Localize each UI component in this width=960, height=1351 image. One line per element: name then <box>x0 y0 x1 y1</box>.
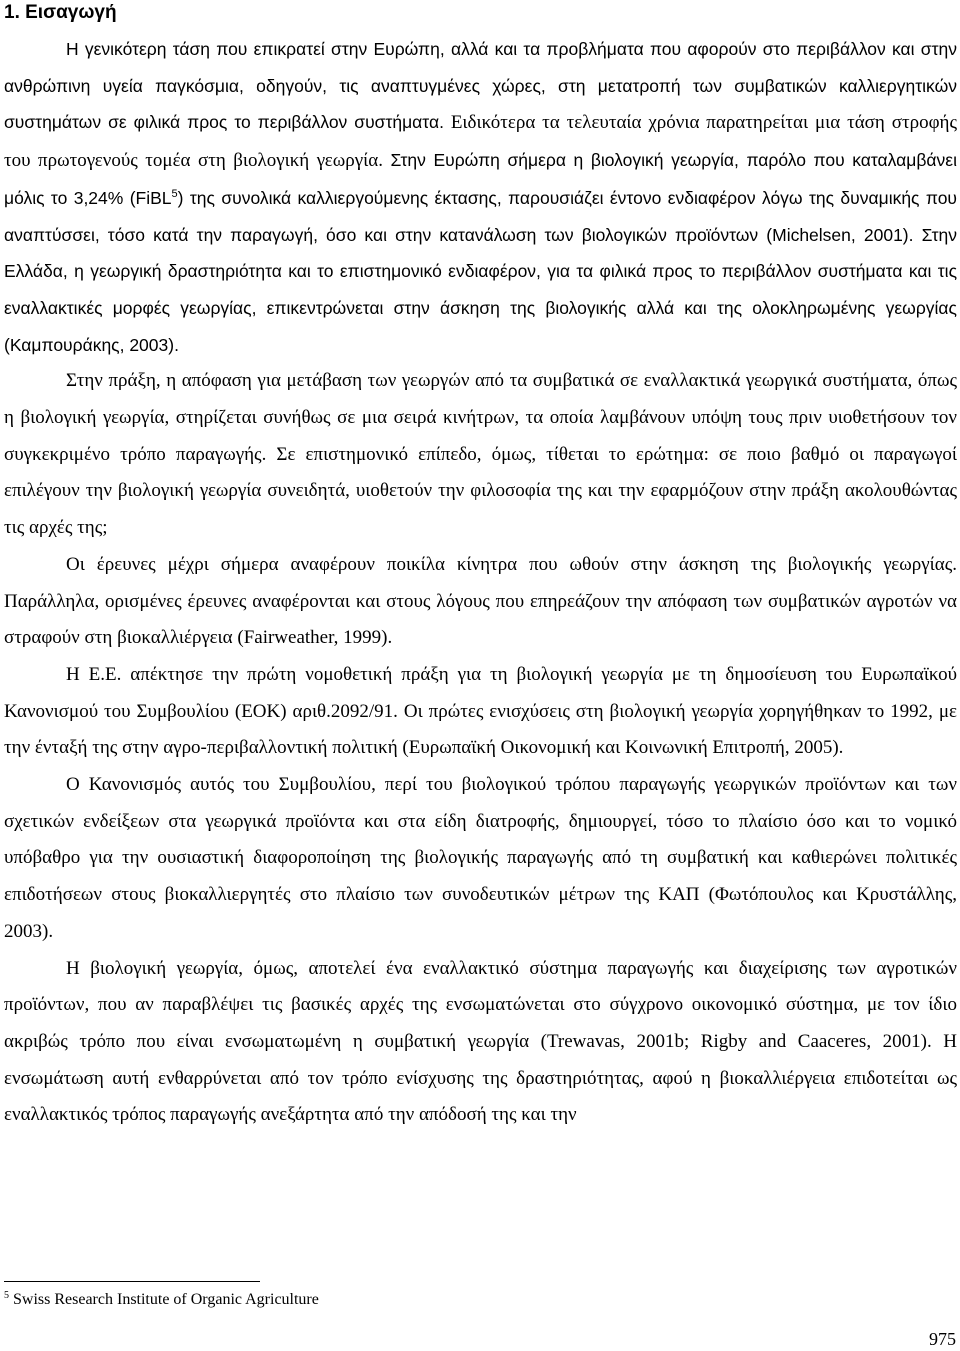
paragraph <box>4 31 957 363</box>
sentence: Στην Ελλάδα, η γεωργική δραστηριότητα και το επιστημονικό ενδιαφέρον, για τα φιλικά προς το περιβάλλον συστήματα και τις εναλλακτικές μορφές γεωργίας, επικεντρώνεται στην άσκηση της βιολογικής αλλά και της ολοκληρωμένης γεωργίας (Καμπουράκης, 2003). <box>4 224 957 355</box>
section-heading: 1. Εισαγωγή <box>4 2 117 23</box>
sentence: Η βιολογική γεωργία, όμως, αποτελεί ένα εναλλακτικό σύστημα παραγωγής και διαχείρισης των αγροτικών προϊόντων, που αν παραβλέψει τις βασικές αρχές της ενσωματώνεται στο σύγχρονο οικονομικό σύστημα, με τον ίδιο ακριβώς τρόπο που είναι ενσωματωμένη η συμβατική γεωργία (Trewavas, 2001b; Rigby and Caaceres, 2001). <box>4 957 957 1052</box>
footnote-reference: 5 <box>171 187 178 200</box>
page-number: 975 <box>929 1329 956 1349</box>
paragraph <box>4 951 957 1135</box>
paragraph <box>4 657 957 767</box>
sentence: Η γενικότερη τάση που επικρατεί στην Ευρώπη, αλλά και τα προβλήματα που αφορούν στο περιβάλλον και στην ανθρώπινη υγεία παγκόσμια, οδηγούν, τις αναπτυγμένες χώρες, στη μετατροπή των συμβατικών καλλιεργητικών συστημάτων σε φιλικά προς το περιβάλλον συστήματα. <box>4 39 957 133</box>
footnote-number: 5 <box>4 1290 9 1301</box>
sentence: Στην πράξη, η απόφαση για μετάβαση των γεωργών από τα συμβατικά σε εναλλακτικά γεωργικά συστήματα, όπως η βιολογική γεωργία, στηρίζεται συνήθως σε μια σειρά κινήτρων, τα οποία λαμβάνουν υπόψη τους πριν υιοθετήσουν τον συγκεκριμένο τρόπο παραγωγής. <box>4 370 957 465</box>
sentence: Οι έρευνες μέχρι σήμερα αναφέρουν ποικίλα κίνητρα που ωθούν στην άσκηση της βιολογικής γεωργίας. <box>66 553 957 575</box>
sentence: Ο Κανονισμός αυτός του Συμβουλίου, περί του βιολογικού τρόπου παραγωγής γεωργικών προϊόντων και των σχετικών ενδείξεων στα γεωργικά προϊόντα και στα είδη διατροφής, δημιουργεί, τόσο το πλαίσιο όσο και το νομικό υπόβαθρο για την ουσιαστική διαφοροποίηση της βιολογικής παραγωγής από τη συμβατική και καθιερώνει πολιτικές επιδοτήσεων στους βιοκαλλιεργητές στο πλαίσιο των συνοδευτικών μέτρων της ΚΑΠ (Φωτόπουλος και Κρυστάλλης, 2003). <box>4 774 957 942</box>
sentence: Οι πρώτες ενισχύσεις στη βιολογική γεωργία χορηγήθηκαν το 1992, με την ένταξή της στην αγρο-περιβαλλοντική πολιτική (Ευρωπαϊκή Οικονομική και Κοινωνική Επιτροπή, 2005). <box>4 700 957 759</box>
body-text <box>4 31 957 1134</box>
paragraph <box>4 767 957 951</box>
paragraph <box>4 547 957 657</box>
sentence: Σε επιστημονικό επίπεδο, όμως, τίθεται το ερώτημα: σε ποιο βαθμό οι παραγωγοί επιλέγουν την βιολογική γεωργία συνειδητά, υιοθετούν την φιλοσοφία της και την εφαρμόζουν στην πράξη ακολουθώντας τις αρχές της; <box>4 443 957 539</box>
paragraph <box>4 363 957 547</box>
sentence: Η Ε.Ε. απέκτησε την πρώτη νομοθετική πράξη για τη βιολογική γεωργία με τη δημοσίευση του Ευρωπαϊκού Κανονισμού του Συμβουλίου (ΕΟΚ) αριθ.2092/91. <box>4 663 957 722</box>
footnote-text: Swiss Research Institute of Organic Agriculture <box>13 1291 319 1308</box>
footnote-divider <box>4 1281 260 1282</box>
footnote <box>4 1290 319 1310</box>
sentence: Παράλληλα, ορισμένες έρευνες αναφέρονται και στους λόγους που επηρεάζουν την απόφαση των συμβατικών αγροτών να στραφούν στη βιοκαλλιέργεια (Fairweather, 1999). <box>4 590 957 649</box>
sentence: ) της συνολικά καλλιεργούμενης έκτασης, παρουσιάζει έντονο ενδιαφέρον λόγω της δυναμικής που αναπτύσσει, τόσο κατά την παραγωγή, όσο και στην κατανάλωση των βιολογικών προϊόντων (Michelsen, 2001). <box>4 187 958 245</box>
sentence: Στην Ευρώπη σήμερα η βιολογική γεωργία, παρόλο που καταλαμβάνει μόλις το 3,24% (FiBL <box>4 150 957 208</box>
sentence: Η ενσωμάτωση αυτή ενθαρρύνεται από τον τρόπο ενίσχυσης της δραστηριότητας, αφού η βιοκαλλιέργεια επιδοτείται ως εναλλακτικός τρόπος παραγωγής ανεξάρτητα από την απόδοσή της και την <box>4 1030 957 1126</box>
sentence: Ειδικότερα τα τελευταία χρόνια παρατηρείται μια τάση στροφής του πρωτογενούς τομέα στη βιολογική γεωργία. <box>4 112 957 172</box>
